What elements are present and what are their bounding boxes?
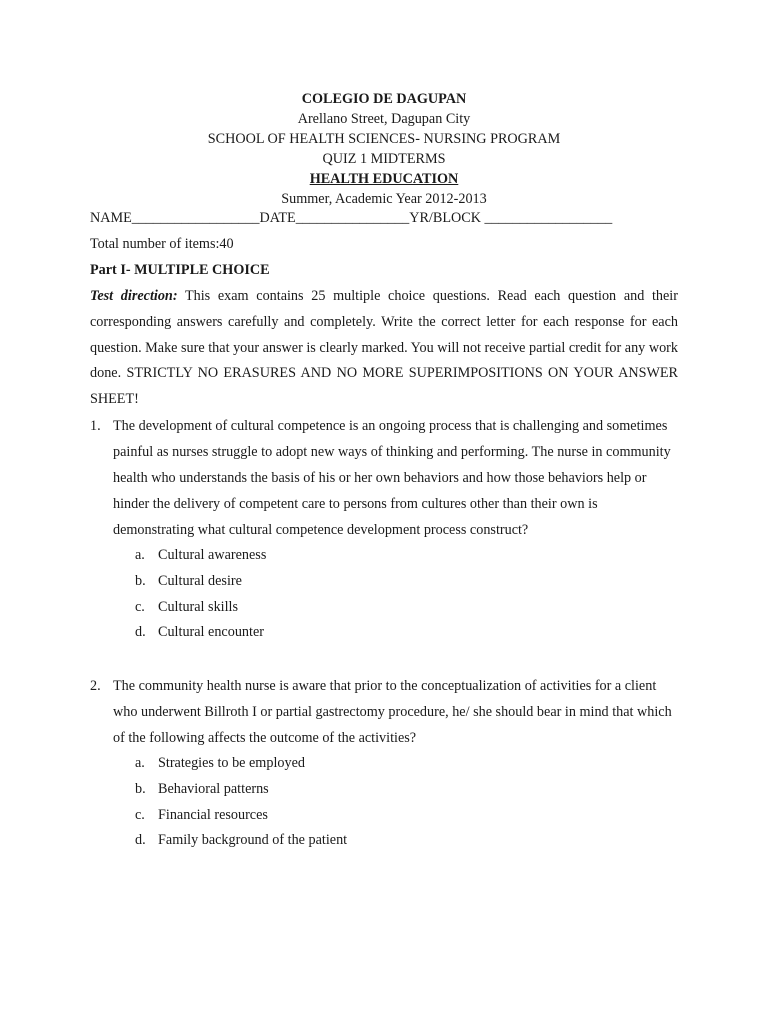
answer-option — [90, 828, 680, 854]
answer-option — [90, 777, 680, 803]
question-text: The development of cultural competence is an ongoing process that is challenging and sometimes painful as nurses struggle to adopt new ways of thinking and performing. The nurse in community health who understands the basis of his or her own behaviors and how those behaviors help or hinder the delivery of competent care to persons from cultures other than their own is demonstrating what cultural competence development process construct? — [113, 418, 671, 538]
option-text: Cultural skills — [158, 598, 239, 615]
school-address: Arellano Street, Dagupan City — [297, 111, 471, 127]
option-text: Cultural encounter — [158, 624, 264, 641]
option-text: Family background of the patient — [158, 832, 348, 849]
total-items: Total number of items:40 — [90, 236, 234, 252]
part-title: Part I- MULTIPLE CHOICE — [90, 262, 270, 278]
option-text: Cultural desire — [158, 572, 242, 589]
question-text: The community health nurse is aware that prior to the conceptualization of activities for a client who underwent Billroth I or partial gastrectomy procedure, he/ she should bear in mind that which of the following affects the outcome of the activities? — [113, 678, 672, 746]
answer-option — [90, 569, 680, 595]
option-letter: d. — [135, 832, 146, 849]
document-header — [0, 89, 768, 209]
student-info-line: NAME__________________DATE________________YR/BLOCK __________________ — [90, 210, 613, 226]
option-letter: d. — [135, 624, 146, 641]
option-text: Cultural awareness — [158, 547, 267, 563]
direction-label: Test direction: — [90, 288, 178, 304]
option-letter: a. — [135, 547, 145, 563]
question-number: 2. — [90, 678, 101, 694]
subject-title: HEALTH EDUCATION — [309, 171, 459, 187]
answer-options — [90, 751, 680, 854]
question-item — [90, 673, 680, 854]
academic-term: Summer, Academic Year 2012-2013 — [281, 191, 487, 207]
option-text: Strategies to be employed — [158, 755, 305, 771]
option-letter: b. — [135, 780, 146, 797]
question-item — [90, 413, 680, 646]
option-letter: a. — [135, 755, 145, 771]
answer-option — [90, 620, 680, 646]
answer-option — [90, 803, 680, 829]
option-letter: b. — [135, 572, 146, 589]
test-direction — [90, 284, 678, 413]
school-name: COLEGIO DE DAGUPAN — [301, 91, 467, 107]
option-text: Financial resources — [158, 806, 268, 823]
option-letter: c. — [135, 598, 145, 615]
program-name: SCHOOL OF HEALTH SCIENCES- NURSING PROGRAM — [207, 131, 561, 147]
answer-option — [90, 751, 680, 777]
answer-options — [90, 543, 680, 646]
option-text: Behavioral patterns — [158, 780, 269, 797]
question-number: 1. — [90, 418, 101, 434]
answer-option — [90, 543, 680, 569]
option-letter: c. — [135, 806, 145, 823]
quiz-title: QUIZ 1 MIDTERMS — [322, 151, 446, 167]
direction-text: This exam contains 25 multiple choice questions. Read each question and their corresponding answers carefully and completely. Write the correct letter for each response for each question. Make sure that your answer is clearly marked. You will not receive partial credit for any work done. STRICTLY NO ERASURES AND NO MORE SUPERIMPOSITIONS ON YOUR ANSWER SHEET! — [90, 288, 678, 408]
answer-option — [90, 595, 680, 621]
